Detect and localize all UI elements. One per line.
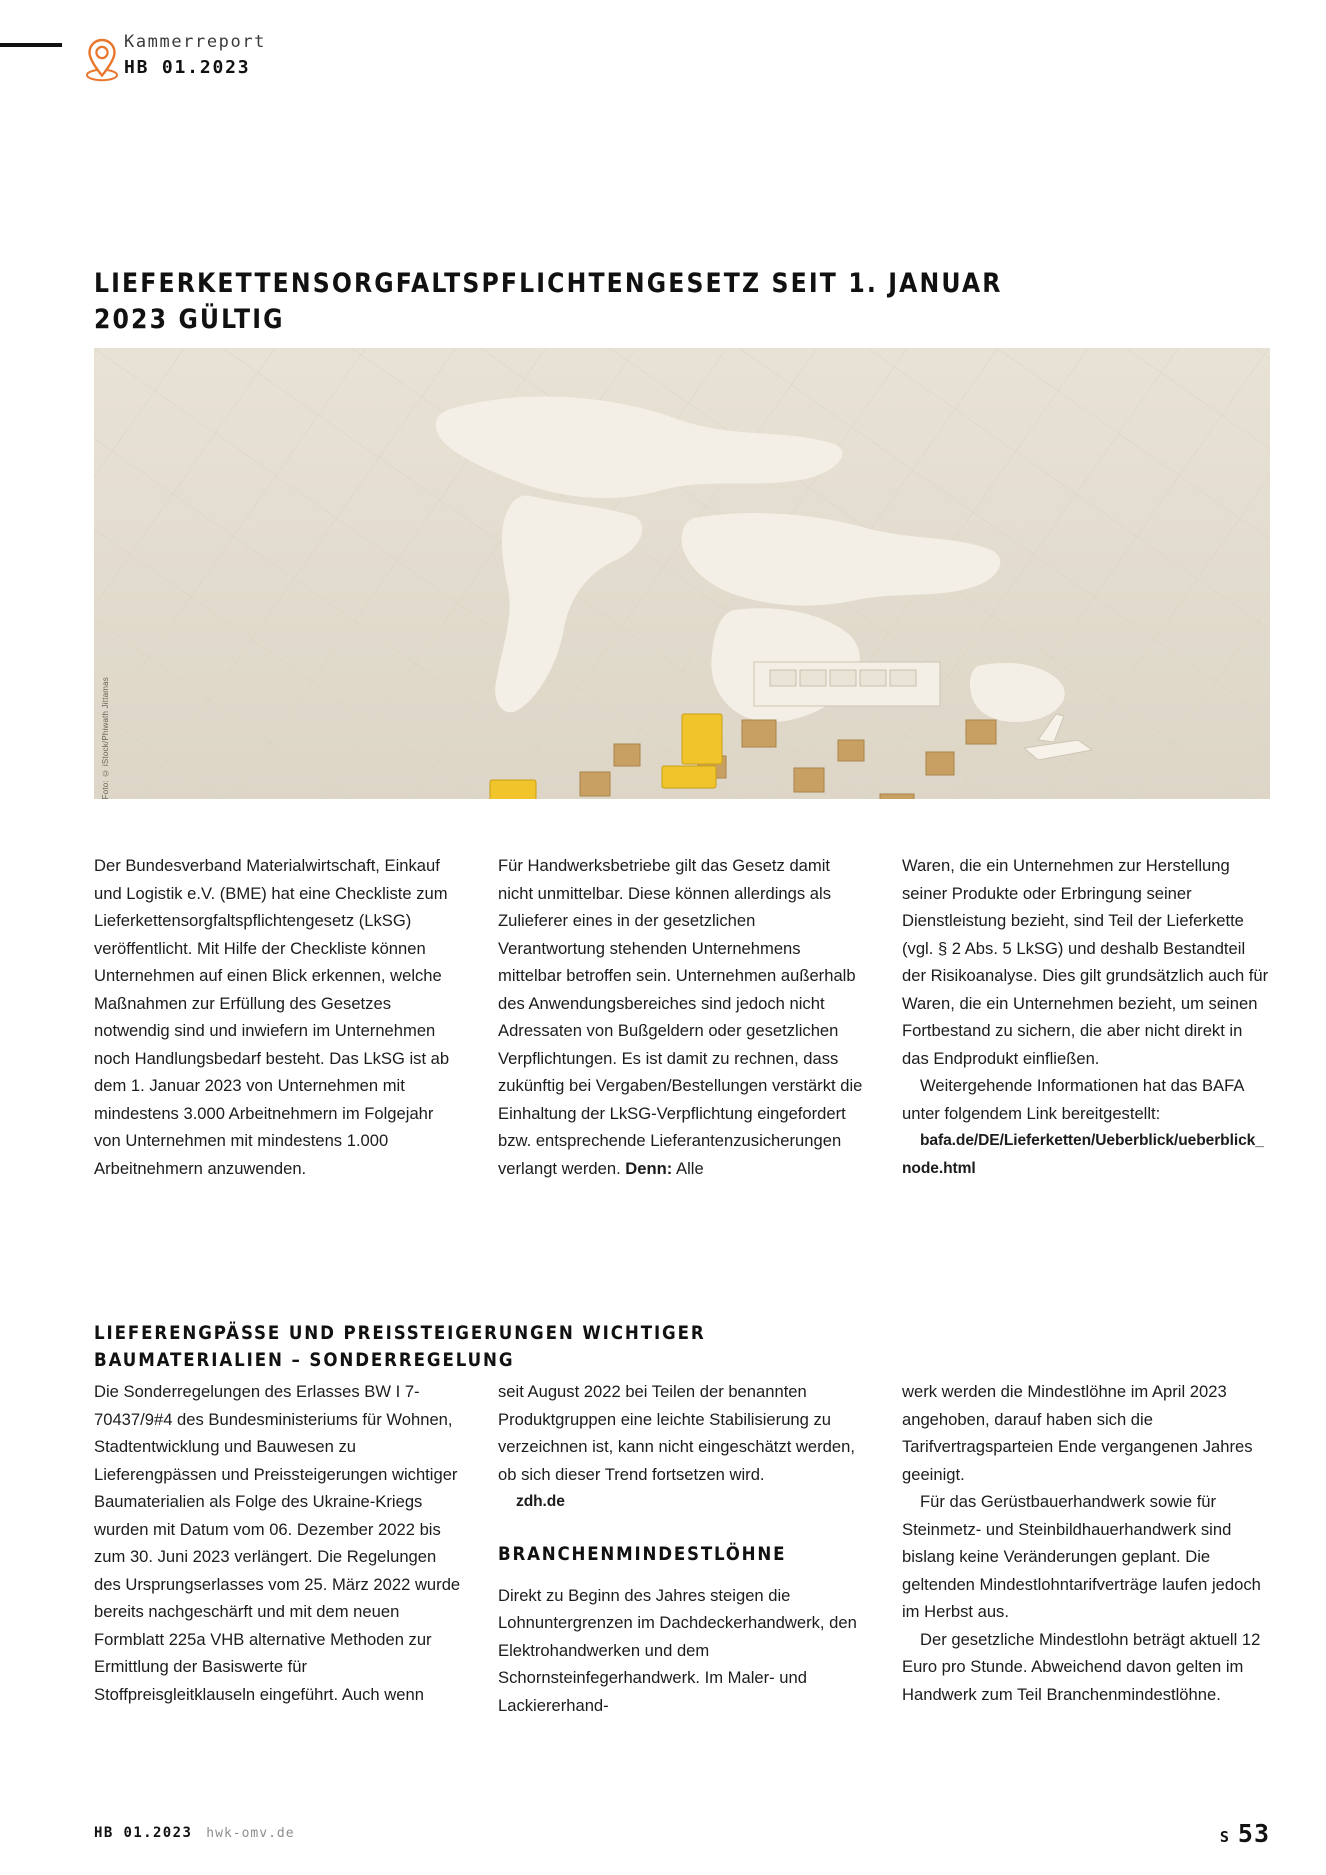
paragraph-tail: Alle: [672, 1158, 704, 1178]
paragraph: werk werden die Mindestlöhne im April 2023 angehoben, darauf haben sich die Tarifvertragsparteien Ende vergangenen Jahres geeinigt.: [902, 1382, 1253, 1484]
page-header: [0, 34, 1326, 94]
footer-website-link[interactable]: hwk-omv.de: [206, 1826, 295, 1841]
paragraph: Waren, die ein Unternehmen zur Herstellung seiner Produkte oder Erbringung seiner Dienstleistung bezieht, sind Teil der Lieferkette (vgl. § 2 Abs. 5 LkSG) und deshalb Bestandteil der Risikoanalyse. Dies gilt grundsätzlich auch für Waren, die ein Unternehmen bezieht, um seinen Fortbestand zu sichern, die aber nicht direkt in das Endprodukt einfließen.: [902, 856, 1269, 1068]
section-2-heading: LIEFERENGPÄSSE UND PREISSTEIGERUNGEN WICHTIGER BAUMATERIALIEN – SONDERREGELUNG: [94, 1323, 706, 1372]
location-pin-icon: [84, 34, 120, 84]
photo-credit: [96, 348, 114, 799]
section-2-column-1: [94, 1378, 462, 1719]
bafa-link[interactable]: bafa.de/DE/Lieferketten/Ueberblick/ueberblick_node.html: [902, 1132, 1264, 1177]
footer-left-group: [94, 1825, 295, 1841]
photo-credit-text: Foto: © iStock/Phiwath Jittamas: [100, 676, 110, 799]
branchenmindestloehne-heading: BRANCHENMINDESTLÖHNE: [498, 1543, 787, 1565]
footer-right-group: [1220, 1819, 1270, 1848]
paragraph-text: Für Handwerksbetriebe gilt das Gesetz damit nicht unmittelbar. Diese können allerdings als Zulieferer eines in der gesetzlichen Verantwortung stehenden Unternehmens mittelbar betroffen sein. Unternehmen außerhalb des Anwendungsbereiches sind jedoch nicht Adressaten von Bußgeldern oder gesetzlichen Verpflichtungen. Es ist damit zu rechnen, dass zukünftig bei Vergaben/Bestellungen verstärkt die Einhaltung der LkSG-Verpflichtung eingefordert bzw. entsprechende Lieferantenzusicherungen verlangt werden.: [498, 856, 863, 1178]
paragraph: Direkt zu Beginn des Jahres steigen die Lohnuntergrenzen im Dachdeckerhandwerk, den Elektrohandwerken und dem Schornsteinfegerhandwerk. Im Maler- und Lackiererhand-: [498, 1585, 857, 1715]
emphasis-denn: Denn:: [625, 1158, 673, 1178]
paragraph: Die Sonderregelungen des Erlasses BW I 7-70437/9#4 des Bundesministeriums für Wohnen, Stadtentwicklung und Bauwesen zu Lieferengpässen und Preissteigerungen wichtiger Baumaterialien als Folge des Ukraine-Kriegs wurden mit Datum vom 06. Dezember 2022 bis zum 30. Juni 2023 verlängert. Die Regelungen des Ursprungserlasses vom 25. März 2022 wurde bereits nachgeschärft und mit dem neuen Formblatt 225a VHB alternative Methoden zur Ermittlung der Basiswerte für Stoffpreisgleitklauseln eingeführt. Auch wenn: [94, 1382, 461, 1704]
page-number: 53: [1237, 1818, 1270, 1848]
article-1-column-2: [498, 852, 866, 1182]
article-1-column-1: [94, 852, 462, 1182]
brand-label: Kammerreport: [124, 32, 267, 52]
article-1-columns: [94, 852, 1270, 1182]
page-title: LIEFERKETTENSORGFALTSPFLICHTENGESETZ SEIT 1. JANUAR 2023 GÜLTIG: [94, 268, 1003, 336]
world-logistics-illustration: [94, 348, 1270, 799]
zdh-link[interactable]: zdh.de: [516, 1493, 565, 1510]
paragraph: Weitergehende Informationen hat das BAFA unter folgendem Link bereitgestellt:: [902, 1076, 1244, 1123]
footer-issue-label: HB 01.2023: [94, 1825, 193, 1841]
section-2-columns: [94, 1378, 1270, 1719]
paragraph: Der Bundesverband Materialwirtschaft, Einkauf und Logistik e.V. (BME) hat eine Checkliste zum Lieferkettensorgfaltspflichtengesetz (LkSG) veröffentlicht. Mit Hilfe der Checkliste können Unternehmen auf einen Blick erkennen, welche Maßnahmen zur Erfüllung des Gesetzes notwendig sind und inwiefern im Unternehmen noch Handlungsbedarf besteht. Das LkSG ist ab dem 1. Januar 2023 von Unternehmen mit mindestens 3.000 Arbeitnehmern im Folgejahr von Unternehmen mit mindestens 1.000 Arbeitnehmern anzuwenden.: [94, 856, 450, 1178]
header-text-group: [124, 31, 266, 80]
paragraph: [498, 852, 866, 1182]
section-2-column-3: [902, 1378, 1270, 1719]
page-prefix-label: S: [1219, 1827, 1230, 1846]
article-1-column-3: [902, 852, 1270, 1182]
section-2-column-2: [498, 1378, 866, 1719]
paragraph: Für das Gerüstbauerhandwerk sowie für Steinmetz- und Steinbildhauerhandwerk sind bislang keine Veränderungen geplant. Die geltenden Mindestlohntarifverträge laufen jedoch im Herbst aus.: [902, 1492, 1261, 1621]
header-rule-icon: [0, 43, 62, 47]
page-footer: [94, 1818, 1270, 1848]
paragraph: seit August 2022 bei Teilen der benannten Produktgruppen eine leichte Stabilisierung zu verzeichnen ist, kann nicht eingeschätzt werden, ob sich dieser Trend fortsetzen wird.: [498, 1382, 855, 1484]
issue-label: HB 01.2023: [124, 57, 251, 78]
paragraph: Der gesetzliche Mindestlohn beträgt aktuell 12 Euro pro Stunde. Abweichend davon gelten im Handwerk zum Teil Branchenmindestlöhne.: [902, 1629, 1261, 1704]
hero-image: [94, 348, 1270, 799]
